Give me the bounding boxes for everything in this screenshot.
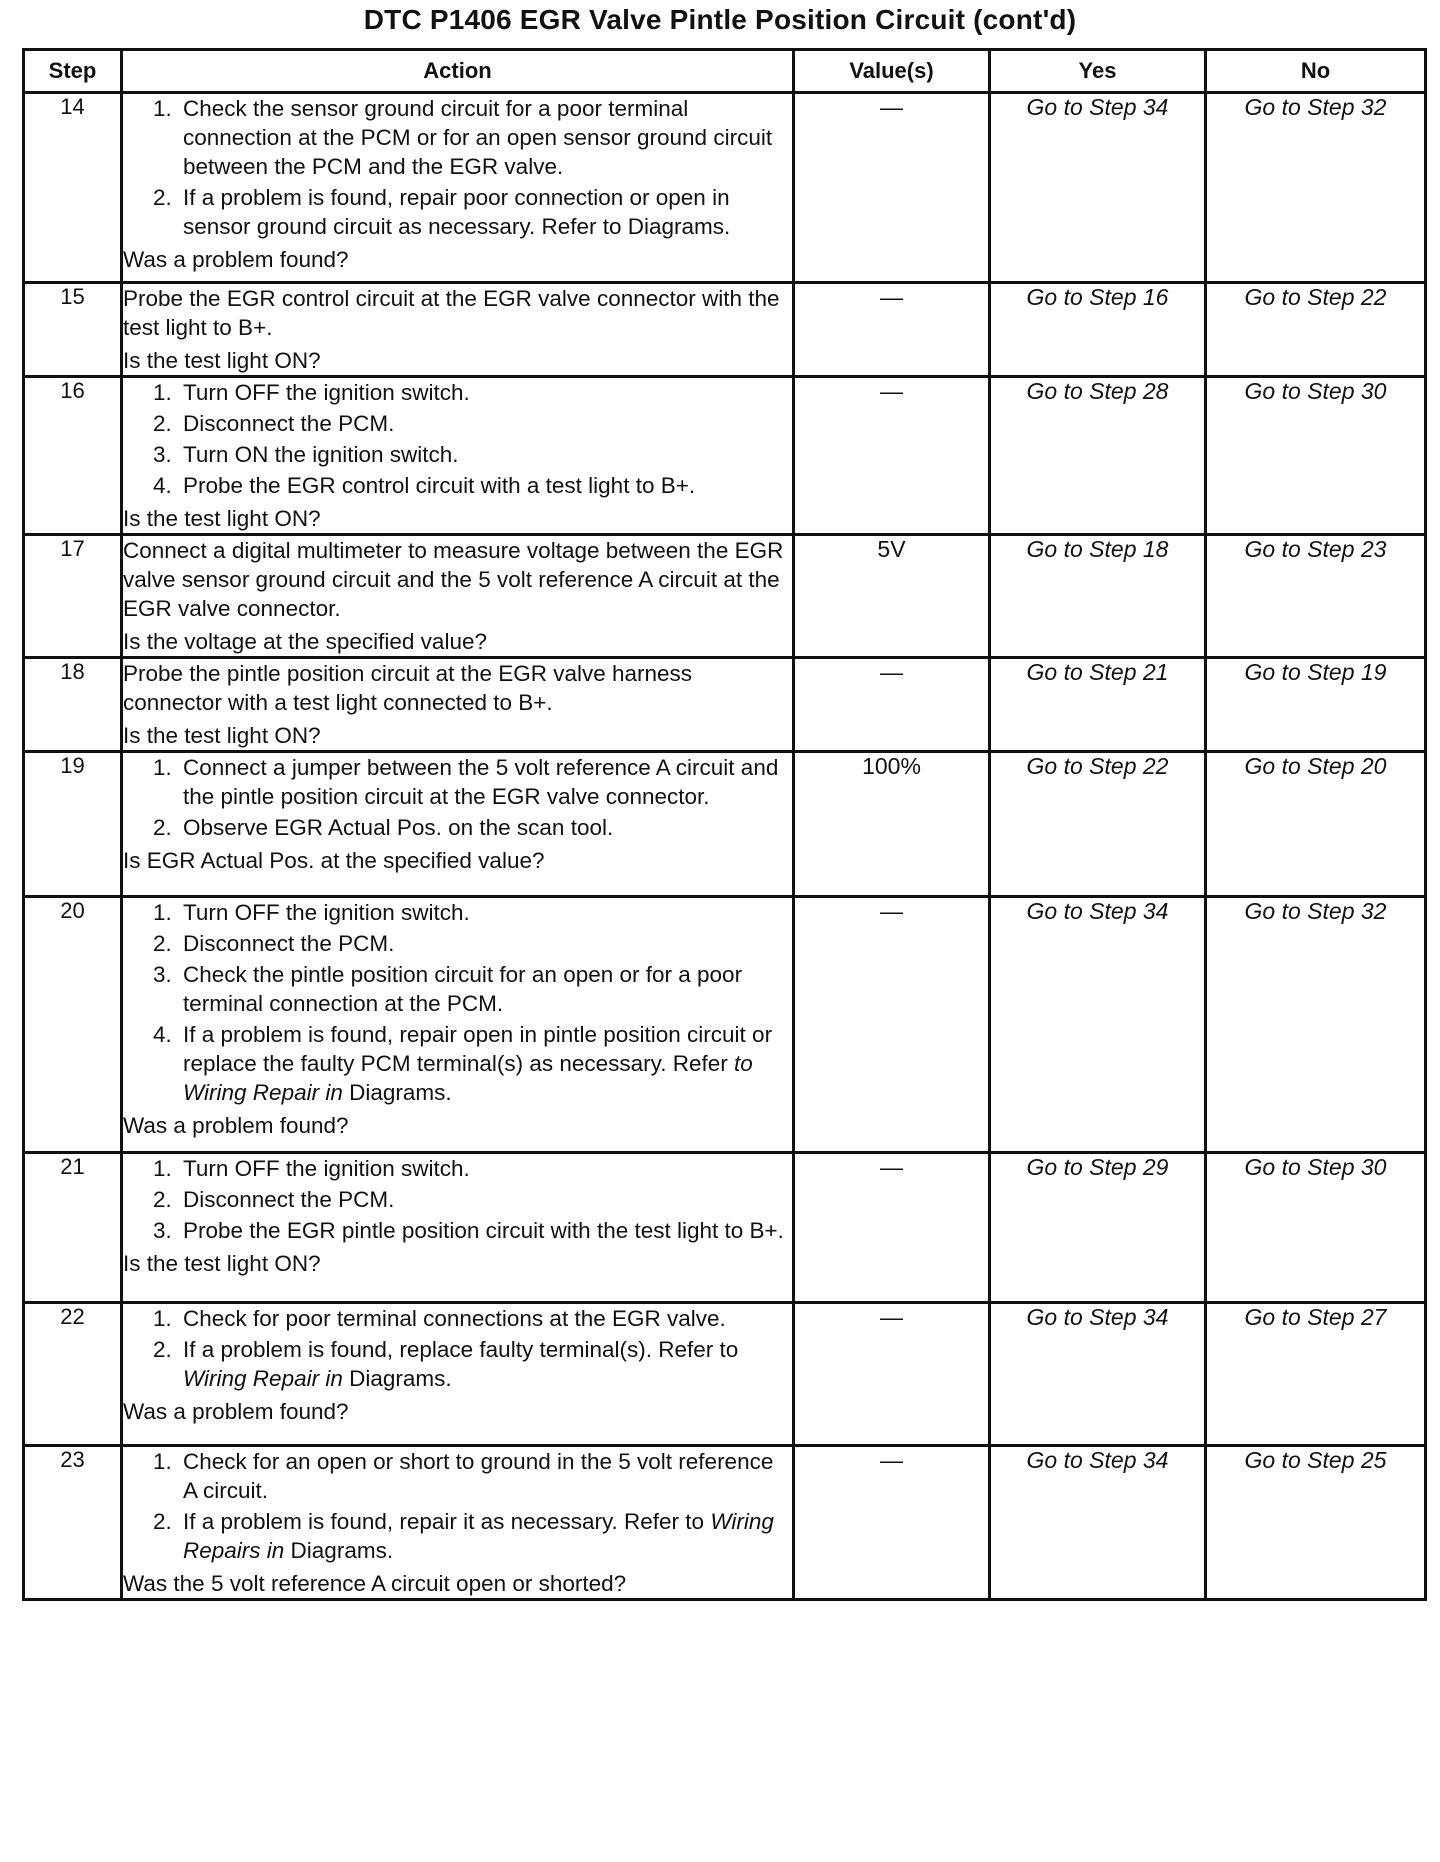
yes-result: Go to Step 18 bbox=[990, 535, 1206, 658]
action-step bbox=[153, 1335, 792, 1393]
header-yes: Yes bbox=[990, 50, 1206, 93]
step-text-body: If a problem is found, repair it as necessary. Refer to bbox=[183, 1509, 711, 1534]
table-row bbox=[24, 535, 1426, 658]
action-step bbox=[153, 1216, 792, 1245]
action-cell bbox=[122, 658, 794, 752]
value-cell: — bbox=[794, 1303, 990, 1446]
step-text-body: If a problem is found, repair poor connection or open in sensor ground circuit as necessary. Refer to Diagrams. bbox=[183, 185, 731, 239]
action-step bbox=[153, 753, 792, 811]
step-text-body: Check for an open or short to ground in the 5 volt reference A circuit. bbox=[183, 1449, 774, 1503]
action-step bbox=[153, 1154, 792, 1183]
table-row bbox=[24, 93, 1426, 283]
action-steps bbox=[123, 1447, 792, 1565]
yes-result: Go to Step 34 bbox=[990, 897, 1206, 1153]
step-index: 3. bbox=[153, 1218, 172, 1243]
action-cell bbox=[122, 897, 794, 1153]
step-text bbox=[183, 1216, 792, 1245]
step-text-body: Turn OFF the ignition switch. bbox=[183, 380, 470, 405]
yes-result: Go to Step 28 bbox=[990, 377, 1206, 535]
step-text bbox=[183, 1447, 792, 1505]
step-number: 15 bbox=[24, 283, 122, 377]
action-text: Probe the pintle position circuit at the EGR valve harness connector with a test light connected to B+. bbox=[123, 661, 693, 715]
step-text bbox=[183, 929, 792, 958]
action-question: Is the test light ON? bbox=[123, 723, 321, 748]
yes-result: Go to Step 16 bbox=[990, 283, 1206, 377]
table-row bbox=[24, 752, 1426, 897]
step-text-body: Probe the EGR control circuit with a test light to B+. bbox=[183, 473, 696, 498]
step-index: 1. bbox=[153, 1449, 172, 1474]
header-action: Action bbox=[122, 50, 794, 93]
yes-result: Go to Step 22 bbox=[990, 752, 1206, 897]
action-text: Probe the EGR control circuit at the EGR valve connector with the test light to B+. bbox=[123, 286, 780, 340]
no-result: Go to Step 22 bbox=[1206, 283, 1426, 377]
page-title: DTC P1406 EGR Valve Pintle Position Circuit (cont'd) bbox=[363, 4, 1077, 35]
step-text bbox=[183, 898, 792, 927]
action-cell bbox=[122, 93, 794, 283]
step-text bbox=[183, 94, 792, 181]
reference: Wiring Repair in bbox=[183, 1366, 343, 1391]
step-text-body: Observe EGR Actual Pos. on the scan tool. bbox=[183, 815, 614, 840]
diagnostic-table bbox=[22, 48, 1427, 1601]
action-steps bbox=[123, 753, 792, 842]
action-step bbox=[153, 1507, 792, 1565]
step-index: 1. bbox=[153, 755, 172, 780]
action-cell bbox=[122, 752, 794, 897]
step-index: 3. bbox=[153, 442, 172, 467]
action-step bbox=[153, 960, 792, 1018]
step-index: 1. bbox=[153, 1306, 172, 1331]
yes-result: Go to Step 34 bbox=[990, 1303, 1206, 1446]
step-index: 2. bbox=[153, 815, 172, 840]
yes-result: Go to Step 21 bbox=[990, 658, 1206, 752]
action-step bbox=[153, 898, 792, 927]
table-row bbox=[24, 377, 1426, 535]
step-text-body: Turn ON the ignition switch. bbox=[183, 442, 459, 467]
step-text bbox=[183, 1154, 792, 1183]
step-index: 4. bbox=[153, 473, 172, 498]
no-result: Go to Step 27 bbox=[1206, 1303, 1426, 1446]
action-cell bbox=[122, 283, 794, 377]
action-cell bbox=[122, 1153, 794, 1303]
action-step bbox=[153, 183, 792, 241]
table-row bbox=[24, 283, 1426, 377]
step-text-tail: Diagrams. bbox=[342, 1366, 452, 1391]
header-row bbox=[24, 50, 1426, 93]
action-step bbox=[153, 409, 792, 438]
action-question: Was the 5 volt reference A circuit open or shorted? bbox=[123, 1571, 627, 1596]
table-row bbox=[24, 897, 1426, 1153]
no-result: Go to Step 19 bbox=[1206, 658, 1426, 752]
step-index: 2. bbox=[153, 931, 172, 956]
step-index: 1. bbox=[153, 900, 172, 925]
action-step bbox=[153, 1304, 792, 1333]
action-step bbox=[153, 929, 792, 958]
step-number: 18 bbox=[24, 658, 122, 752]
step-text bbox=[183, 378, 792, 407]
step-text-body: Disconnect the PCM. bbox=[183, 411, 395, 436]
step-text-body: Check the sensor ground circuit for a poor terminal connection at the PCM or for an open sensor ground circuit between the PCM and the EGR valve. bbox=[183, 96, 773, 179]
step-text-body: Check the pintle position circuit for an open or for a poor terminal connection at the PCM. bbox=[183, 962, 743, 1016]
table-row bbox=[24, 1303, 1426, 1446]
step-index: 1. bbox=[153, 380, 172, 405]
action-cell bbox=[122, 1446, 794, 1600]
step-text-body: Probe the EGR pintle position circuit with the test light to B+. bbox=[183, 1218, 784, 1243]
step-text bbox=[183, 1304, 792, 1333]
table-row bbox=[24, 1446, 1426, 1600]
step-index: 2. bbox=[153, 1509, 172, 1534]
step-text-body: If a problem is found, repair open in pintle position circuit or replace the faulty PCM terminal(s) as necessary. Refer bbox=[183, 1022, 773, 1076]
step-index: 2. bbox=[153, 1337, 172, 1362]
table-row bbox=[24, 658, 1426, 752]
step-text bbox=[183, 813, 792, 842]
step-text-tail: Diagrams. bbox=[284, 1538, 394, 1563]
action-cell bbox=[122, 377, 794, 535]
step-text-body: Check for poor terminal connections at the EGR valve. bbox=[183, 1306, 726, 1331]
reference: Wiring Repairs in bbox=[183, 1509, 774, 1563]
value-cell: — bbox=[794, 283, 990, 377]
value-cell: — bbox=[794, 658, 990, 752]
step-text bbox=[183, 440, 792, 469]
step-number: 23 bbox=[24, 1446, 122, 1600]
step-number: 22 bbox=[24, 1303, 122, 1446]
step-index: 2. bbox=[153, 185, 172, 210]
no-result: Go to Step 32 bbox=[1206, 93, 1426, 283]
step-text-body: Connect a jumper between the 5 volt reference A circuit and the pintle position circuit at the EGR valve connector. bbox=[183, 755, 779, 809]
action-question: Is the test light ON? bbox=[123, 506, 321, 531]
action-question: Is the test light ON? bbox=[123, 1251, 321, 1276]
step-text bbox=[183, 960, 792, 1018]
step-text bbox=[183, 1335, 792, 1393]
action-step bbox=[153, 1020, 792, 1107]
step-text bbox=[183, 471, 792, 500]
step-text bbox=[183, 1507, 792, 1565]
value-cell: 5V bbox=[794, 535, 990, 658]
action-step bbox=[153, 94, 792, 181]
no-result: Go to Step 25 bbox=[1206, 1446, 1426, 1600]
value-cell: — bbox=[794, 1446, 990, 1600]
value-cell: 100% bbox=[794, 752, 990, 897]
action-text: Connect a digital multimeter to measure voltage between the EGR valve sensor ground circuit and the 5 volt reference A circuit at the EGR valve connector. bbox=[123, 538, 784, 621]
action-question: Was a problem found? bbox=[123, 1113, 349, 1138]
action-question: Is the voltage at the specified value? bbox=[123, 629, 487, 654]
step-text bbox=[183, 183, 792, 241]
step-index: 2. bbox=[153, 411, 172, 436]
reference: to Wiring Repair in bbox=[183, 1051, 753, 1105]
step-index: 2. bbox=[153, 1187, 172, 1212]
no-result: Go to Step 30 bbox=[1206, 1153, 1426, 1303]
action-cell bbox=[122, 1303, 794, 1446]
action-step bbox=[153, 813, 792, 842]
step-text-tail: Diagrams. bbox=[342, 1080, 452, 1105]
step-index: 4. bbox=[153, 1022, 172, 1047]
action-steps bbox=[123, 94, 792, 241]
step-text-body: Turn OFF the ignition switch. bbox=[183, 900, 470, 925]
value-cell: — bbox=[794, 377, 990, 535]
action-step bbox=[153, 471, 792, 500]
action-step bbox=[153, 440, 792, 469]
no-result: Go to Step 20 bbox=[1206, 752, 1426, 897]
yes-result: Go to Step 29 bbox=[990, 1153, 1206, 1303]
step-number: 21 bbox=[24, 1153, 122, 1303]
action-steps bbox=[123, 378, 792, 500]
action-question: Is EGR Actual Pos. at the specified value? bbox=[123, 848, 545, 873]
step-number: 19 bbox=[24, 752, 122, 897]
action-step bbox=[153, 378, 792, 407]
step-number: 16 bbox=[24, 377, 122, 535]
action-step bbox=[153, 1185, 792, 1214]
no-result: Go to Step 30 bbox=[1206, 377, 1426, 535]
header-step: Step bbox=[24, 50, 122, 93]
yes-result: Go to Step 34 bbox=[990, 93, 1206, 283]
header-no: No bbox=[1206, 50, 1426, 93]
action-step bbox=[153, 1447, 792, 1505]
step-text-body: Disconnect the PCM. bbox=[183, 931, 395, 956]
header-value: Value(s) bbox=[794, 50, 990, 93]
action-cell bbox=[122, 535, 794, 658]
action-steps bbox=[123, 898, 792, 1107]
step-text-body: Turn OFF the ignition switch. bbox=[183, 1156, 470, 1181]
table-row bbox=[24, 1153, 1426, 1303]
no-result: Go to Step 23 bbox=[1206, 535, 1426, 658]
step-number: 14 bbox=[24, 93, 122, 283]
value-cell: — bbox=[794, 897, 990, 1153]
step-text-body: Disconnect the PCM. bbox=[183, 1187, 395, 1212]
step-text bbox=[183, 409, 792, 438]
step-text-body: If a problem is found, replace faulty terminal(s). Refer to bbox=[183, 1337, 739, 1362]
action-question: Was a problem found? bbox=[123, 1399, 349, 1424]
step-text bbox=[183, 753, 792, 811]
step-index: 3. bbox=[153, 962, 172, 987]
value-cell: — bbox=[794, 93, 990, 283]
step-index: 1. bbox=[153, 1156, 172, 1181]
step-index: 1. bbox=[153, 96, 172, 121]
step-number: 17 bbox=[24, 535, 122, 658]
yes-result: Go to Step 34 bbox=[990, 1446, 1206, 1600]
value-cell: — bbox=[794, 1153, 990, 1303]
step-number: 20 bbox=[24, 897, 122, 1153]
step-text bbox=[183, 1185, 792, 1214]
action-steps bbox=[123, 1304, 792, 1393]
action-question: Is the test light ON? bbox=[123, 348, 321, 373]
step-text bbox=[183, 1020, 792, 1107]
no-result: Go to Step 32 bbox=[1206, 897, 1426, 1153]
action-question: Was a problem found? bbox=[123, 247, 349, 272]
action-steps bbox=[123, 1154, 792, 1245]
